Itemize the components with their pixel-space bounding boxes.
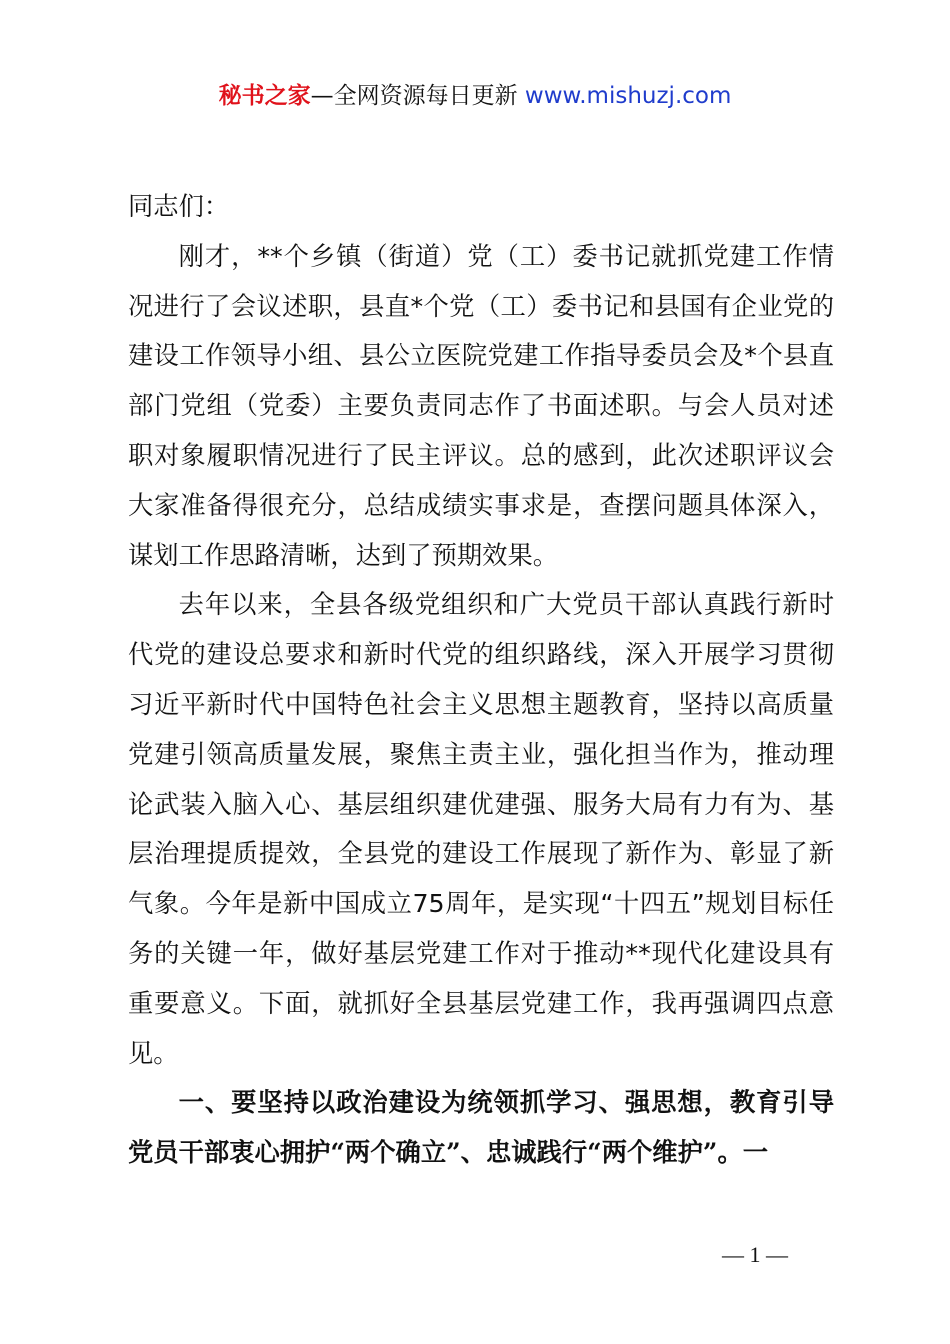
paragraph: 刚才，**个乡镇（街道）党（工）委书记就抓党建工作情况进行了会议述职，县直*个党（工）委书记和县国有企业党的建设工作领导小组、县公立医院党建工作指导委员会及*个县直部门党组（党委）主要负责同志作了书面述职。与会人员对述职对象履职情况进行了民主评议。总的感到，此次述职评议会大家准备得很充分，总结成绩实事求是，查摆问题具体深入，谋划工作思路清晰，达到了预期效果。 (128, 241, 834, 570)
site-tagline: —全网资源每日更新 (310, 83, 525, 109)
paragraph: 去年以来，全县各级党组织和广大党员干部认真践行新时代党的建设总要求和新时代党的组织路线，深入开展学习贯彻习近平新时代中国特色社会主义思想主题教育，坚持以高质量党建引领高质量发展，聚焦主责主业，强化担当作为，推动理论武装入脑入心、基层组织建优建强、服务大局有力有为、基层治理提质提效，全县党的建设工作展现了新作为、彰显了新气象。今年是新中国成立75周年，是实现“十四五”规划目标任务的关键一年，做好基层党建工作对于推动**现代化建设具有重要意义。下面，就抓好全县基层党建工作，我再强调四点意见。 (128, 590, 834, 1068)
section-heading: 一、要坚持以政治建设为统领抓学习、强思想，教育引导党员干部衷心拥护“两个确立”、忠诚践行“两个维护”。一 (128, 1087, 834, 1168)
document-body (128, 182, 834, 1178)
site-url-link[interactable]: www.mishuzj.com (524, 83, 732, 109)
page-number: — 1 — (722, 1242, 788, 1267)
site-header (0, 78, 950, 114)
site-brand: 秘书之家 (218, 83, 311, 109)
salutation: 同志们： (128, 192, 230, 221)
